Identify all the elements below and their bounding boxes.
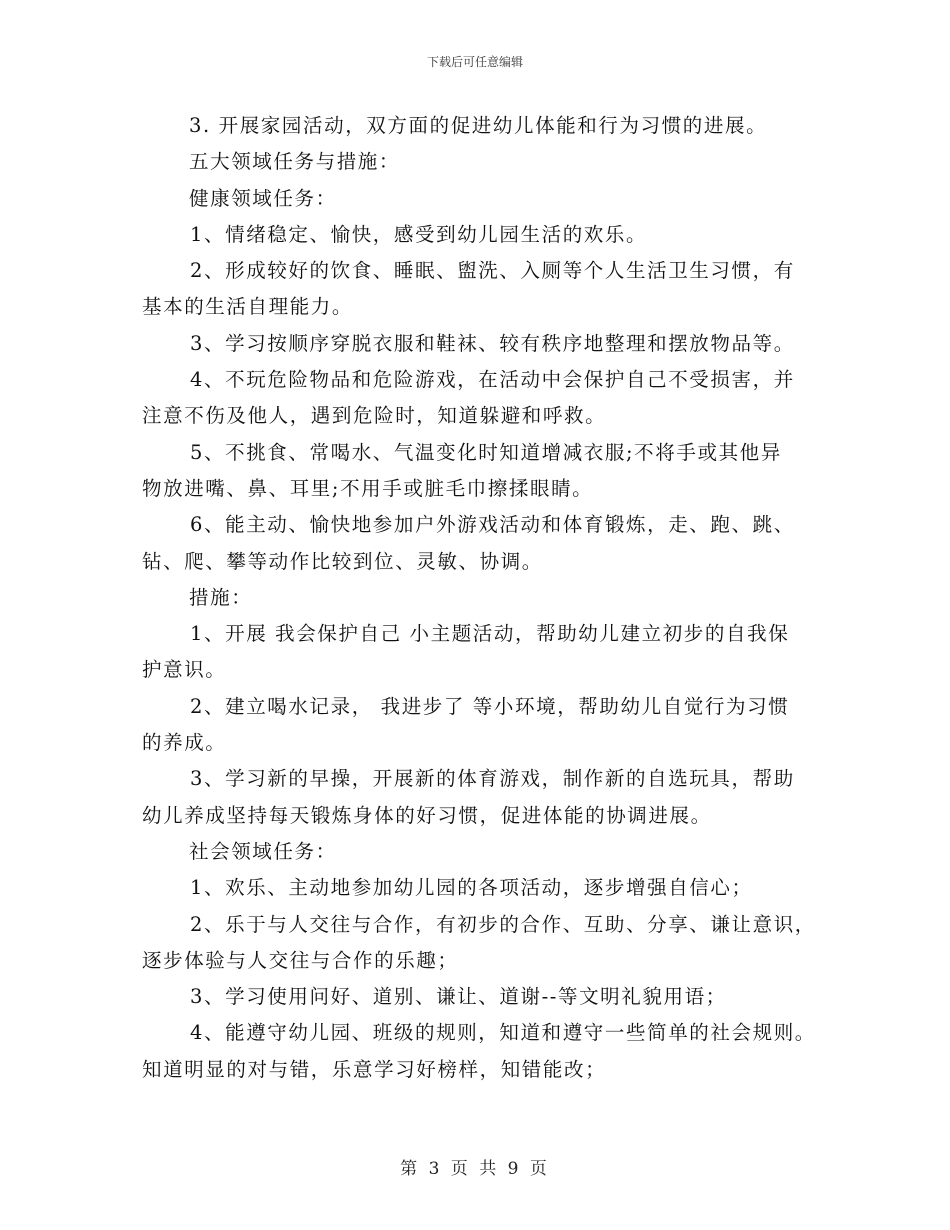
text-line: 1、情绪稳定、愉快，感受到幼儿园生活的欢乐。	[190, 222, 648, 246]
text-line: 4、不玩危险物品和危险游戏，在活动中会保护自己不受损害，并	[190, 368, 795, 392]
text-line: 4、能遵守幼儿园、班级的规则，知道和遵守一些简单的社会规则。	[190, 1021, 816, 1045]
text-line: 幼儿养成坚持每天锻炼身体的好习惯，促进体能的协调进展。	[142, 803, 712, 827]
text-line: 2、形成较好的饮食、睡眠、盥洗、入厕等个人生活卫生习惯，有	[190, 259, 795, 283]
text-line: 物放进嘴、鼻、耳里;不用手或脏毛巾擦揉眼睛。	[142, 476, 594, 500]
text-line: 6、能主动、愉快地参加户外游戏活动和体育锻炼，走、跑、跳、	[190, 513, 795, 537]
text-line: 基本的生活自理能力。	[142, 295, 354, 319]
text-line: 钻、爬、攀等动作比较到位、灵敏、协调。	[142, 549, 543, 573]
text-line: 3、学习新的早操，开展新的体育游戏，制作新的自选玩具，帮助	[190, 767, 795, 791]
text-line: 5、不挑食、常喝水、气温变化时知道增减衣服;不将手或其他异	[190, 440, 782, 464]
text-line: 知道明显的对与错，乐意学习好榜样，知错能改；	[142, 1057, 607, 1081]
page-header: 下载后可任意编辑	[426, 55, 523, 69]
text-line: 注意不伤及他人，遇到危险时，知道躲避和呼救。	[142, 404, 607, 428]
text-line: 1、欢乐、主动地参加幼儿园的各项活动，逐步增强自信心；	[190, 876, 753, 900]
text-line: 1、开展 我会保护自己 小主题活动，帮助幼儿建立初步的自我保	[190, 622, 790, 646]
text-line: 3、学习使用问好、道别、谦让、道谢--等文明礼貌用语；	[190, 985, 727, 1009]
text-line: 2、建立喝水记录， 我进步了 等小环境，帮助幼儿自觉行为习惯	[190, 694, 790, 718]
section-heading: 社会领域任务：	[189, 839, 337, 863]
section-heading: 健康领域任务：	[189, 186, 337, 210]
section-heading: 五大领域任务与措施：	[189, 150, 401, 174]
document-body	[142, 108, 814, 1088]
text-line: 2、乐于与人交往与合作，有初步的合作、互助、分享、谦让意识，	[190, 912, 816, 936]
text-line: 的养成。	[142, 731, 227, 755]
text-line: 3、学习按顺序穿脱衣服和鞋袜、较有秩序地整理和摆放物品等。	[190, 331, 795, 355]
section-heading: 措施：	[189, 585, 253, 609]
text-line: 逐步体验与人交往与合作的乐趣；	[142, 948, 459, 972]
text-line: 护意识。	[142, 658, 227, 682]
text-line: 3. 开展家园活动，双方面的促进幼儿体能和行为习惯的进展。	[189, 114, 768, 137]
page-footer: 第 3 页 共 9 页	[400, 1159, 550, 1179]
